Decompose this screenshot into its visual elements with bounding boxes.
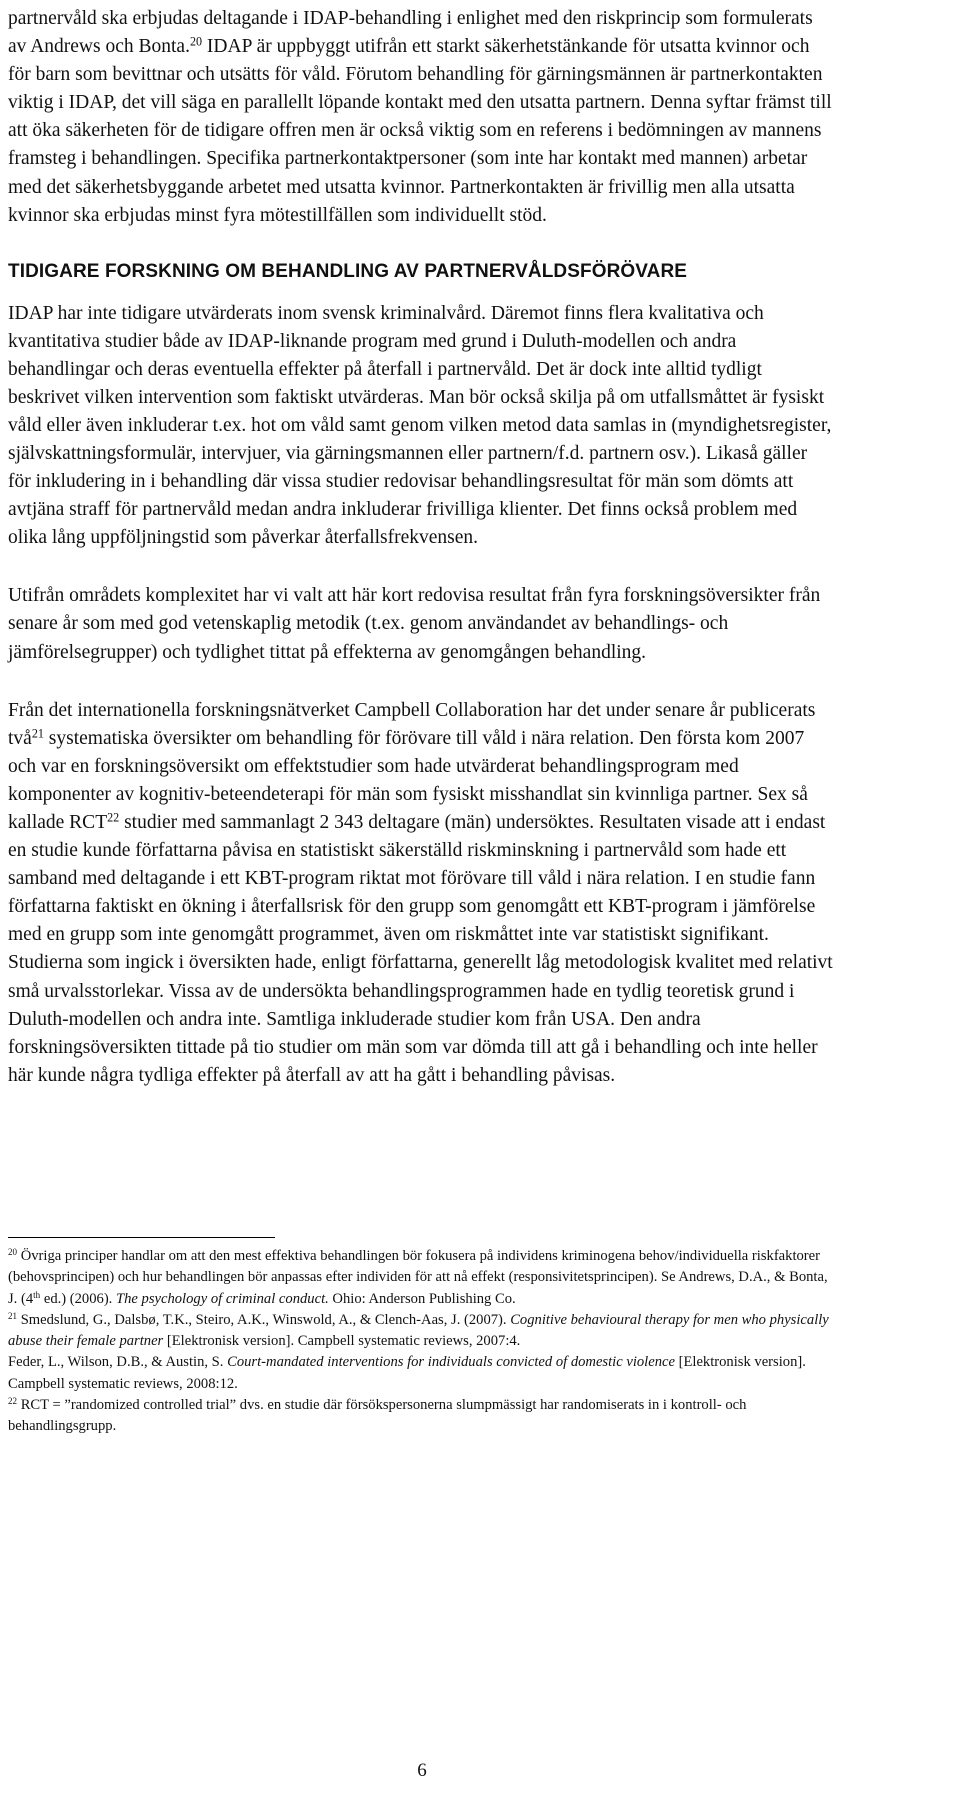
paragraph-text: partnervåld ska erbjudas deltagande i IDAP-behandling i enlighet med den riskprincip som formulerats av Andrews och Bonta.	[8, 8, 813, 58]
footnote-text: RCT = ”randomized controlled trial” dvs. en studie där försökspersonerna slumpmässigt har randomiserats in i kontroll- och behandlingsgrupp.	[8, 1397, 747, 1435]
footnote-20	[8, 1246, 834, 1310]
paragraph-text: IDAP är uppbyggt utifrån ett starkt säkerhetstänkande för utsatta kvinnor och för barn som bevittnar och utsätts för våld. Förutom behandling för gärningsmännen är partnerkontakten viktig i IDAP, det vill säga en parallellt löpande kontakt med den utsatta partnern. Denna syftar främst till att öka säkerheten för de tidigare offren men är också viktig som en referens i bedömningen av mannens framsteg i behandlingen. Specifika partnerkontaktpersoner (som inte har kontakt med mannen) arbetar med det säkerhetsbyggande arbetet med utsatta kvinnor. Partnerkontakten är frivillig men alla utsatta kvinnor ska erbjudas minst fyra mötestillfällen som individuellt stöd.	[8, 36, 832, 226]
paragraph-text: Från det internationella forskningsnätverket Campbell Collaboration har det under senare år publicerats två	[8, 699, 816, 749]
footnote-21-continued	[8, 1352, 834, 1395]
citation-title: The psychology of criminal conduct.	[115, 1290, 329, 1307]
footnote-text: [Elektronisk version]. Campbell systematic reviews, 2008:12.	[8, 1354, 806, 1392]
edition-superscript: th	[33, 1289, 41, 1300]
footnote-text: ed.) (2006).	[40, 1290, 116, 1307]
section-heading: TIDIGARE FORSKNING OM BEHANDLING AV PARTNERVÅLDSFÖRÖVARE	[8, 260, 688, 282]
footnote-text: Smedslund, G., Dalsbø, T.K., Steiro, A.K., Winswold, A., & Clench-Aas, J. (2007).	[17, 1311, 511, 1328]
footnote-number: 21	[8, 1310, 18, 1321]
citation-title: Court-mandated interventions for individuals convicted of domestic violence	[227, 1354, 675, 1371]
footnote-text: Ohio: Anderson Publishing Co.	[328, 1290, 516, 1307]
footnote-text: [Elektronisk version]. Campbell systematic reviews, 2007:4.	[163, 1333, 521, 1350]
page-number: 6	[417, 1760, 427, 1781]
footnote-number: 20	[8, 1247, 18, 1258]
footnote-reference-22[interactable]: 22	[107, 810, 120, 825]
document-page	[8, 0, 834, 1090]
footnotes	[8, 1246, 834, 1438]
footnote-separator	[8, 1237, 275, 1238]
footnote-22	[8, 1395, 834, 1438]
footnote-reference-21[interactable]: 21	[31, 726, 44, 741]
footnote-text: Feder, L., Wilson, D.B., & Austin, S.	[8, 1354, 228, 1371]
body-paragraph-3: Utifrån områdets komplexitet har vi valt att här kort redovisa resultat från fyra forskningsöversikter från senare år som med god vetenskaplig metodik (t.ex. genom användandet av behandlings- och jämförelsegrupper) och tydlighet tittat på effekterna av genomgången behandling.	[8, 585, 821, 663]
footnote-number: 22	[8, 1396, 18, 1407]
paragraph-text: systematiska översikter om behandling för förövare till våld i nära relation. Den första kom 2007 och var en forskningsöversikt om effektstudier som hade utvärderat behandlingsprogram med komponenter av kognitiv-beteendeterapi för män som fysiskt misshandlat sin kvinnliga partner. Sex så kallade RCT	[8, 727, 808, 834]
footnote-text: Övriga principer handlar om att den mest effektiva behandlingen bör fokusera på individens kriminogena behov/individuella riskfaktorer (behovsprincipen) och hur behandlingen bör anpassas efter individen för att nå effekt (responsivitetsprincipen). Se Andrews, D.A., & Bonta, J. (4	[8, 1248, 828, 1307]
footnote-21	[8, 1310, 834, 1353]
body-paragraph-2: IDAP har inte tidigare utvärderats inom svensk kriminalvård. Däremot finns flera kvalitativa och kvantitativa studier både av IDAP-liknande program med grund i Duluth-modellen och andra behandlingar och deras eventuella effekter på återfall i partnervåld. Det är dock inte alltid tydligt beskrivet vilken intervention som faktiskt utvärderas. Man bör också skilja på om utfallsmåttet är fysiskt våld eller även inkluderar t.ex. hot om våld samt genom vilken metod data samlas in (myndighetsregister, självskattningsformulär, intervjuer, via gärningsmannen eller partnern/f.d. partnern osv.). Likaså gäller för inkludering in i behandling där vissa studier redovisar behandlingsresultat för män som dömts att avtjäna straff för partnervåld medan andra inkluderar frivilliga klienter. Det finns också problem med olika lång uppföljningstid som påverkar återfallsfrekvensen.	[8, 302, 832, 549]
citation-title: Cognitive behavioural therapy for men who physically abuse their female partner	[8, 1311, 829, 1350]
paragraph-text: studier med sammanlagt 2 343 deltagare (män) undersöktes. Resultaten visade att i endast en studie kunde författarna påvisa en statistiskt säkerställd riskminskning i partnervåld som hade ett samband med deltagande i ett KBT-program riktat mot förövare till våld i nära relation. I en studie fann författarna faktiskt en ökning i återfallsrisk för den grupp som genomgått ett KBT-program i jämförelse med en grupp som inte genomgått programmet, även om riskmåttet inte var statistiskt signifikant. Studierna som ingick i översikten hade, enligt författarna, generellt låg metodologisk kvalitet med relativt små urvalsstorlekar. Vissa av de undersökta behandlingsprogrammen hade en tydlig teoretisk grund i Duluth-modellen och andra inte. Samtliga inkluderade studier kom från USA. Den andra forskningsöversikten tittade på tio studier om män som var dömda till att gå i behandling och inte heller här kunde några tydliga effekter på återfall av att ha gått i behandling påvisas.	[8, 812, 833, 1086]
footnote-reference-20[interactable]: 20	[189, 34, 203, 49]
body-paragraph-1	[8, 5, 834, 230]
body-paragraph-4	[8, 697, 834, 1090]
